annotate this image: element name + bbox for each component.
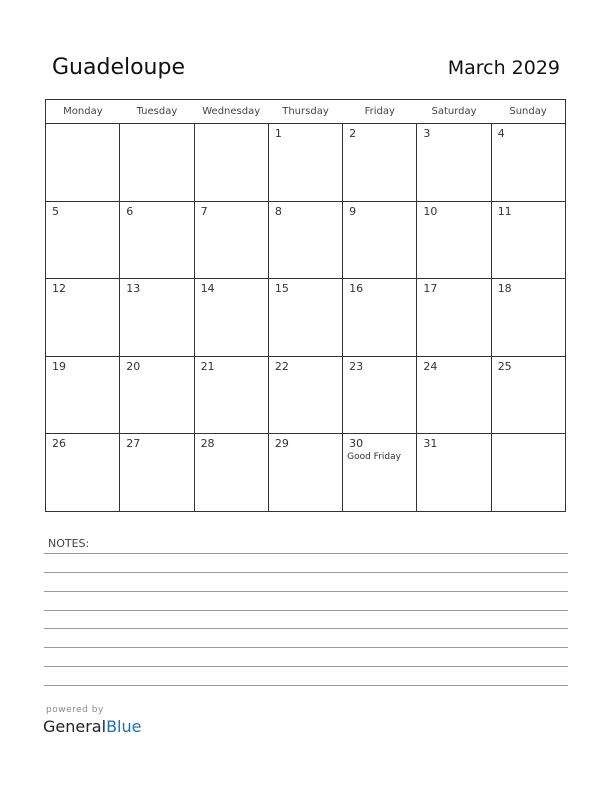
- notes-label: NOTES:: [48, 537, 90, 550]
- day-cell: [491, 201, 565, 279]
- day-number: 30: [349, 437, 364, 451]
- day-cell: [46, 356, 120, 434]
- generalblue-logo: [43, 717, 141, 736]
- day-number: 28: [200, 437, 215, 451]
- day-cell: [343, 279, 417, 357]
- day-cell: [268, 201, 342, 279]
- calendar-body: [46, 124, 566, 512]
- day-number: 3: [423, 127, 431, 140]
- notes-line: [44, 666, 568, 667]
- week-row: [46, 279, 566, 357]
- logo-blue-text: Blue: [106, 717, 142, 736]
- day-number: 19: [52, 359, 66, 373]
- day-cell: [417, 124, 491, 202]
- day-cell: [194, 124, 268, 202]
- day-cell: [120, 434, 194, 512]
- powered-by-text: powered by: [46, 705, 104, 715]
- day-cell: [194, 434, 268, 512]
- week-row: [46, 124, 566, 202]
- day-cell: [194, 356, 268, 434]
- day-cell: [491, 279, 565, 357]
- day-cell: [491, 356, 565, 434]
- day-cell: [120, 279, 194, 357]
- day-number: 29: [274, 437, 289, 451]
- calendar-location-title: Guadeloupe: [52, 55, 185, 80]
- weekday-thursday: Thursday: [268, 100, 342, 124]
- day-cell: [120, 124, 194, 202]
- week-row: [46, 434, 566, 512]
- day-number: 31: [423, 437, 438, 451]
- day-number: 10: [423, 204, 438, 218]
- notes-line: [44, 647, 568, 648]
- day-number: 5: [52, 204, 59, 218]
- notes-line: [44, 591, 568, 592]
- day-cell: [120, 356, 194, 434]
- weekday-tuesday: Tuesday: [120, 100, 194, 124]
- notes-line: [44, 553, 568, 554]
- weekday-saturday: Saturday: [417, 100, 491, 124]
- holiday-label: Good Friday: [347, 452, 401, 463]
- notes-line: [44, 628, 568, 629]
- day-cell: [46, 279, 120, 357]
- weekday-wednesday: Wednesday: [194, 100, 268, 124]
- day-number: 27: [126, 437, 141, 451]
- day-number: 23: [349, 359, 364, 373]
- day-number: 14: [200, 282, 215, 296]
- day-number: 4: [497, 127, 505, 140]
- day-number: 25: [497, 359, 512, 373]
- day-cell: [268, 434, 342, 512]
- day-number: 16: [349, 282, 364, 296]
- day-cell: [417, 434, 491, 512]
- day-cell: [46, 124, 120, 202]
- weekday-friday: Friday: [343, 100, 417, 124]
- day-cell: [343, 124, 417, 202]
- day-number: 18: [497, 282, 512, 296]
- weekday-sunday: Sunday: [491, 100, 565, 124]
- day-number: 6: [126, 204, 134, 218]
- day-cell: [417, 356, 491, 434]
- day-cell: [46, 201, 120, 279]
- day-number: 15: [274, 282, 289, 296]
- day-number: 17: [423, 282, 438, 296]
- day-number: 9: [349, 204, 357, 218]
- week-row: [46, 356, 566, 434]
- day-cell: [268, 124, 342, 202]
- week-row: [46, 201, 566, 279]
- day-cell: [343, 434, 417, 512]
- day-number: 21: [200, 359, 215, 373]
- day-number: 20: [126, 359, 141, 373]
- day-cell: [194, 279, 268, 357]
- notes-line: [44, 685, 568, 686]
- day-number: 22: [274, 359, 289, 373]
- day-cell: [46, 434, 120, 512]
- day-number: 13: [126, 282, 141, 296]
- day-number: 7: [200, 204, 208, 218]
- weekday-monday: Monday: [46, 100, 120, 124]
- notes-line: [44, 572, 568, 573]
- notes-line: [44, 610, 568, 611]
- weekday-header-row: [46, 100, 566, 124]
- day-cell: [491, 124, 565, 202]
- day-number: 11: [497, 204, 512, 218]
- day-number: 24: [423, 359, 438, 373]
- day-cell: [194, 201, 268, 279]
- day-number: 26: [52, 437, 66, 451]
- day-number: 1: [274, 127, 282, 140]
- day-number: 8: [274, 204, 282, 218]
- day-cell: [268, 356, 342, 434]
- day-cell: [417, 201, 491, 279]
- calendar-month-title: March 2029: [447, 57, 560, 79]
- day-cell: [268, 279, 342, 357]
- day-cell: [417, 279, 491, 357]
- day-number: 12: [52, 282, 66, 296]
- day-number: 2: [349, 127, 357, 140]
- day-cell: [120, 201, 194, 279]
- day-cell: [491, 434, 565, 512]
- day-cell: [343, 201, 417, 279]
- calendar-grid: [45, 99, 566, 512]
- day-cell: [343, 356, 417, 434]
- logo-general-text: General: [43, 717, 107, 736]
